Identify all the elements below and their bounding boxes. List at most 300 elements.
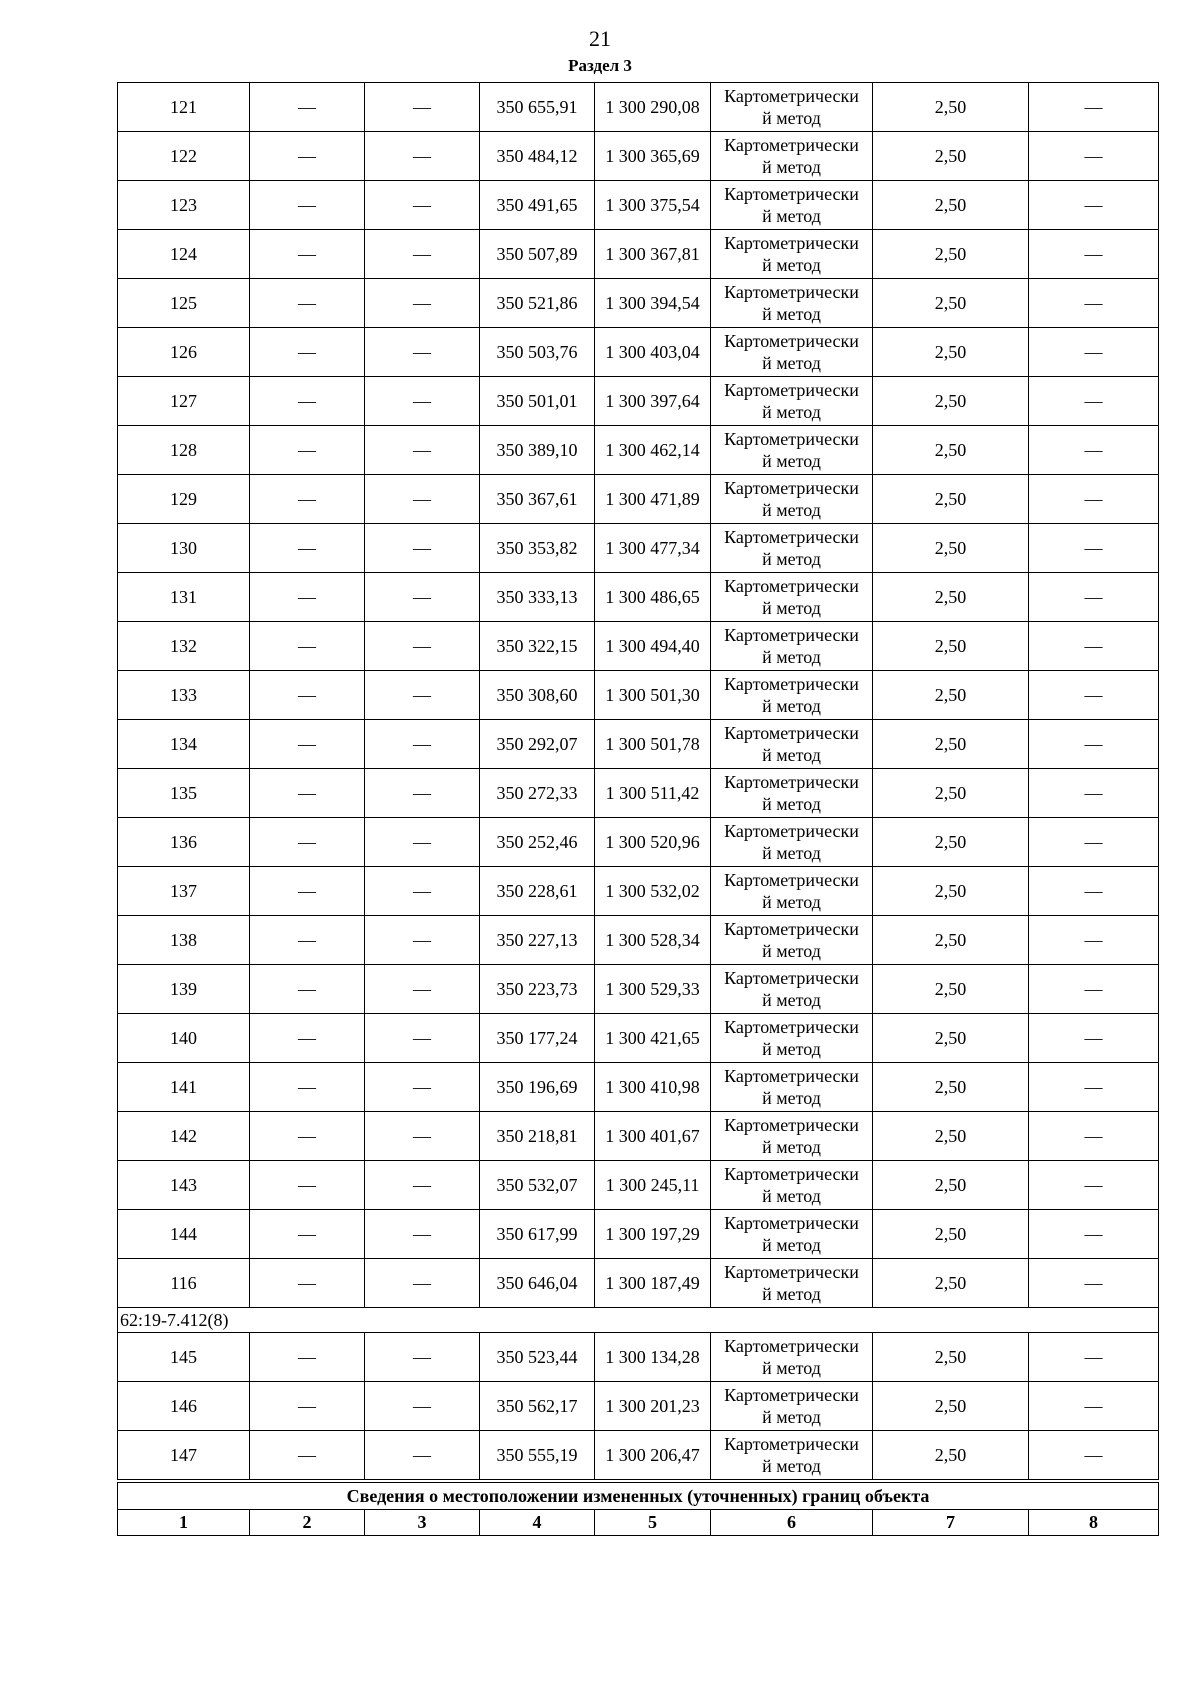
table-row [118,1063,1159,1112]
coordinate-x-cell: 350 227,13 [480,916,595,965]
empty-column-8-cell: — [1029,279,1159,328]
method-cell [711,1210,873,1259]
coordinate-x-cell: 350 252,46 [480,818,595,867]
empty-column-8-cell: — [1029,475,1159,524]
method-text: Картометрически [724,723,859,743]
coordinate-y-cell: 1 300 397,64 [595,377,711,426]
empty-column-2-cell: — [250,1382,365,1431]
table-row [118,720,1159,769]
coordinate-y-cell: 1 300 197,29 [595,1210,711,1259]
empty-column-3-cell: — [365,1210,480,1259]
coordinate-x-cell: 350 521,86 [480,279,595,328]
empty-column-3-cell: — [365,965,480,1014]
empty-column-2-cell: — [250,769,365,818]
empty-column-3-cell: — [365,916,480,965]
method-text: й метод [762,647,821,667]
table-row [118,181,1159,230]
empty-column-8-cell: — [1029,1382,1159,1431]
method-text: Картометрически [724,527,859,547]
method-cell [711,181,873,230]
empty-column-8-cell: — [1029,181,1159,230]
column-number: 8 [1029,1510,1159,1536]
points-part-1 [118,83,1159,1308]
table-row [118,1259,1159,1308]
coordinate-y-cell: 1 300 421,65 [595,1014,711,1063]
empty-column-3-cell: — [365,1431,480,1482]
point-number-cell: 145 [118,1333,250,1382]
accuracy-cell: 2,50 [873,1259,1029,1308]
empty-column-8-cell: — [1029,1014,1159,1063]
method-text: й метод [762,1358,821,1378]
coordinate-x-cell: 350 503,76 [480,328,595,377]
empty-column-8-cell: — [1029,818,1159,867]
coordinate-y-cell: 1 300 134,28 [595,1333,711,1382]
empty-column-3-cell: — [365,1063,480,1112]
empty-column-2-cell: — [250,720,365,769]
method-text: Картометрически [724,86,859,106]
empty-column-2-cell: — [250,181,365,230]
empty-column-2-cell: — [250,132,365,181]
coordinate-y-cell: 1 300 532,02 [595,867,711,916]
column-number: 2 [250,1510,365,1536]
table-row [118,475,1159,524]
accuracy-cell: 2,50 [873,83,1029,132]
accuracy-cell: 2,50 [873,426,1029,475]
empty-column-3-cell: — [365,1333,480,1382]
coordinate-x-cell: 350 389,10 [480,426,595,475]
empty-column-3-cell: — [365,524,480,573]
table-row [118,573,1159,622]
coordinate-x-cell: 350 353,82 [480,524,595,573]
method-text: Картометрически [724,478,859,498]
method-text: Картометрически [724,772,859,792]
point-number-cell: 143 [118,1161,250,1210]
accuracy-cell: 2,50 [873,132,1029,181]
method-text: Картометрически [724,870,859,890]
empty-column-2-cell: — [250,1210,365,1259]
method-text: Картометрически [724,1213,859,1233]
coordinate-x-cell: 350 322,15 [480,622,595,671]
empty-column-2-cell: — [250,965,365,1014]
coordinate-x-cell: 350 272,33 [480,769,595,818]
coordinate-y-cell: 1 300 401,67 [595,1112,711,1161]
empty-column-8-cell: — [1029,671,1159,720]
empty-column-3-cell: — [365,328,480,377]
coordinate-x-cell: 350 484,12 [480,132,595,181]
table-row [118,377,1159,426]
method-cell [711,1161,873,1210]
accuracy-cell: 2,50 [873,328,1029,377]
accuracy-cell: 2,50 [873,181,1029,230]
point-number-cell: 121 [118,83,250,132]
point-number-cell: 144 [118,1210,250,1259]
method-cell [711,524,873,573]
empty-column-8-cell: — [1029,867,1159,916]
method-cell [711,671,873,720]
coordinate-x-cell: 350 333,13 [480,573,595,622]
method-text: Картометрически [724,1066,859,1086]
table-row [118,230,1159,279]
method-cell [711,83,873,132]
method-text: й метод [762,990,821,1010]
point-number-cell: 133 [118,671,250,720]
column-number: 3 [365,1510,480,1536]
empty-column-3-cell: — [365,720,480,769]
changed-boundaries-title: Сведения о местоположении измененных (уточненных) границ объекта [118,1481,1159,1510]
empty-column-2-cell: — [250,1259,365,1308]
method-text: Картометрически [724,1336,859,1356]
empty-column-8-cell: — [1029,769,1159,818]
empty-column-8-cell: — [1029,573,1159,622]
coordinate-x-cell: 350 507,89 [480,230,595,279]
method-text: й метод [762,794,821,814]
accuracy-cell: 2,50 [873,818,1029,867]
accuracy-cell: 2,50 [873,279,1029,328]
table-row [118,1161,1159,1210]
coordinate-y-cell: 1 300 501,30 [595,671,711,720]
table-row [118,671,1159,720]
coordinate-y-cell: 1 300 290,08 [595,83,711,132]
accuracy-cell: 2,50 [873,1382,1029,1431]
method-text: Картометрически [724,1385,859,1405]
empty-column-3-cell: — [365,83,480,132]
method-cell [711,1382,873,1431]
method-text: Картометрически [724,968,859,988]
empty-column-3-cell: — [365,1161,480,1210]
empty-column-8-cell: — [1029,965,1159,1014]
parcel-number-label: 62:19-7.412(8) [118,1308,1159,1333]
point-number-cell: 134 [118,720,250,769]
method-text: й метод [762,549,821,569]
empty-column-3-cell: — [365,671,480,720]
empty-column-3-cell: — [365,377,480,426]
method-text: й метод [762,1284,821,1304]
coordinate-x-cell: 350 555,19 [480,1431,595,1482]
coordinate-y-cell: 1 300 528,34 [595,916,711,965]
boundary-points-table [117,82,1159,1536]
coordinate-x-cell: 350 228,61 [480,867,595,916]
coordinate-y-cell: 1 300 471,89 [595,475,711,524]
empty-column-8-cell: — [1029,1161,1159,1210]
method-cell [711,230,873,279]
empty-column-2-cell: — [250,475,365,524]
method-text: й метод [762,1137,821,1157]
table-row [118,279,1159,328]
accuracy-cell: 2,50 [873,377,1029,426]
column-number: 6 [711,1510,873,1536]
accuracy-cell: 2,50 [873,230,1029,279]
empty-column-2-cell: — [250,279,365,328]
table-row [118,1382,1159,1431]
accuracy-cell: 2,50 [873,1063,1029,1112]
coordinate-y-cell: 1 300 375,54 [595,181,711,230]
empty-column-8-cell: — [1029,1112,1159,1161]
point-number-cell: 125 [118,279,250,328]
point-number-cell: 131 [118,573,250,622]
coordinate-x-cell: 350 218,81 [480,1112,595,1161]
table-row [118,524,1159,573]
empty-column-8-cell: — [1029,622,1159,671]
empty-column-2-cell: — [250,1063,365,1112]
empty-column-3-cell: — [365,867,480,916]
coordinate-y-cell: 1 300 206,47 [595,1431,711,1482]
coordinate-y-cell: 1 300 245,11 [595,1161,711,1210]
coordinate-y-cell: 1 300 187,49 [595,1259,711,1308]
coordinate-y-cell: 1 300 365,69 [595,132,711,181]
accuracy-cell: 2,50 [873,524,1029,573]
empty-column-8-cell: — [1029,328,1159,377]
empty-column-2-cell: — [250,818,365,867]
coordinate-x-cell: 350 223,73 [480,965,595,1014]
table-row [118,83,1159,132]
empty-column-3-cell: — [365,279,480,328]
accuracy-cell: 2,50 [873,1333,1029,1382]
empty-column-3-cell: — [365,181,480,230]
coordinate-y-cell: 1 300 486,65 [595,573,711,622]
empty-column-2-cell: — [250,83,365,132]
method-cell [711,475,873,524]
coordinate-y-cell: 1 300 494,40 [595,622,711,671]
table-row [118,1112,1159,1161]
method-text: Картометрически [724,1017,859,1037]
section-title: Раздел 3 [568,56,632,75]
empty-column-2-cell: — [250,377,365,426]
coordinate-x-cell: 350 292,07 [480,720,595,769]
column-number: 1 [118,1510,250,1536]
method-cell [711,1259,873,1308]
column-number: 4 [480,1510,595,1536]
method-text: Картометрически [724,282,859,302]
empty-column-2-cell: — [250,1431,365,1482]
method-text: й метод [762,1039,821,1059]
empty-column-3-cell: — [365,230,480,279]
point-number-cell: 128 [118,426,250,475]
empty-column-8-cell: — [1029,1333,1159,1382]
method-text: й метод [762,1235,821,1255]
empty-column-3-cell: — [365,1259,480,1308]
method-text: й метод [762,157,821,177]
method-cell [711,1063,873,1112]
table-row [118,622,1159,671]
coordinate-y-cell: 1 300 367,81 [595,230,711,279]
coordinate-y-cell: 1 300 529,33 [595,965,711,1014]
point-number-cell: 124 [118,230,250,279]
table-row [118,916,1159,965]
method-cell [711,328,873,377]
coordinate-x-cell: 350 562,17 [480,1382,595,1431]
method-text: Картометрически [724,233,859,253]
empty-column-8-cell: — [1029,230,1159,279]
method-cell [711,132,873,181]
page-number: 21 [589,26,611,51]
method-text: Картометрически [724,184,859,204]
coordinate-y-cell: 1 300 403,04 [595,328,711,377]
method-cell [711,720,873,769]
column-number: 5 [595,1510,711,1536]
accuracy-cell: 2,50 [873,1014,1029,1063]
accuracy-cell: 2,50 [873,622,1029,671]
method-text: й метод [762,598,821,618]
empty-column-3-cell: — [365,622,480,671]
coordinate-x-cell: 350 491,65 [480,181,595,230]
method-text: й метод [762,696,821,716]
coordinate-y-cell: 1 300 462,14 [595,426,711,475]
coordinate-x-cell: 350 177,24 [480,1014,595,1063]
point-number-cell: 135 [118,769,250,818]
method-cell [711,1112,873,1161]
point-number-cell: 138 [118,916,250,965]
coordinate-y-cell: 1 300 501,78 [595,720,711,769]
method-text: Картометрически [724,1115,859,1135]
table-row [118,1014,1159,1063]
empty-column-2-cell: — [250,671,365,720]
coordinate-y-cell: 1 300 511,42 [595,769,711,818]
empty-column-3-cell: — [365,426,480,475]
coordinate-y-cell: 1 300 201,23 [595,1382,711,1431]
point-number-cell: 136 [118,818,250,867]
coordinate-y-cell: 1 300 477,34 [595,524,711,573]
point-number-cell: 146 [118,1382,250,1431]
accuracy-cell: 2,50 [873,1210,1029,1259]
point-number-cell: 140 [118,1014,250,1063]
method-text: й метод [762,500,821,520]
group-header [118,1308,1159,1333]
accuracy-cell: 2,50 [873,573,1029,622]
method-text: й метод [762,451,821,471]
accuracy-cell: 2,50 [873,1112,1029,1161]
method-text: й метод [762,1186,821,1206]
parcel-group-row [118,1308,1159,1333]
empty-column-3-cell: — [365,132,480,181]
empty-column-3-cell: — [365,1112,480,1161]
point-number-cell: 142 [118,1112,250,1161]
coordinate-x-cell: 350 501,01 [480,377,595,426]
table-row [118,1210,1159,1259]
empty-column-3-cell: — [365,1382,480,1431]
empty-column-8-cell: — [1029,426,1159,475]
empty-column-2-cell: — [250,916,365,965]
method-text: Картометрически [724,429,859,449]
point-number-cell: 129 [118,475,250,524]
method-text: й метод [762,843,821,863]
method-cell [711,573,873,622]
accuracy-cell: 2,50 [873,1431,1029,1482]
empty-column-8-cell: — [1029,524,1159,573]
point-number-cell: 130 [118,524,250,573]
method-cell [711,426,873,475]
empty-column-2-cell: — [250,1014,365,1063]
method-text: й метод [762,745,821,765]
method-text: Картометрически [724,380,859,400]
point-number-cell: 137 [118,867,250,916]
empty-column-8-cell: — [1029,720,1159,769]
point-number-cell: 127 [118,377,250,426]
coordinate-y-cell: 1 300 520,96 [595,818,711,867]
method-text: Картометрически [724,135,859,155]
method-cell [711,622,873,671]
table-row [118,1431,1159,1482]
empty-column-2-cell: — [250,426,365,475]
coordinate-x-cell: 350 523,44 [480,1333,595,1382]
empty-column-8-cell: — [1029,916,1159,965]
method-text: Картометрически [724,674,859,694]
method-text: й метод [762,1088,821,1108]
method-text: Картометрически [724,1164,859,1184]
empty-column-8-cell: — [1029,1431,1159,1482]
changed-boundaries-title-row [118,1481,1159,1510]
accuracy-cell: 2,50 [873,475,1029,524]
accuracy-cell: 2,50 [873,769,1029,818]
method-text: Картометрически [724,821,859,841]
empty-column-3-cell: — [365,818,480,867]
method-cell [711,769,873,818]
method-text: Картометрически [724,919,859,939]
point-number-cell: 139 [118,965,250,1014]
table-row [118,769,1159,818]
points-part-2 [118,1333,1159,1482]
table-row [118,132,1159,181]
coordinate-x-cell: 350 532,07 [480,1161,595,1210]
accuracy-cell: 2,50 [873,671,1029,720]
method-cell [711,867,873,916]
empty-column-8-cell: — [1029,1210,1159,1259]
empty-column-3-cell: — [365,573,480,622]
accuracy-cell: 2,50 [873,916,1029,965]
empty-column-8-cell: — [1029,377,1159,426]
coordinate-y-cell: 1 300 410,98 [595,1063,711,1112]
empty-column-2-cell: — [250,230,365,279]
method-cell [711,377,873,426]
empty-column-8-cell: — [1029,1063,1159,1112]
changed-boundaries-header [118,1481,1159,1536]
method-cell [711,965,873,1014]
point-number-cell: 123 [118,181,250,230]
accuracy-cell: 2,50 [873,867,1029,916]
column-number: 7 [873,1510,1029,1536]
method-cell [711,1333,873,1382]
coordinate-x-cell: 350 646,04 [480,1259,595,1308]
coordinate-x-cell: 350 367,61 [480,475,595,524]
table-row [118,1333,1159,1382]
point-number-cell: 116 [118,1259,250,1308]
empty-column-3-cell: — [365,769,480,818]
method-cell [711,1431,873,1482]
coordinate-x-cell: 350 196,69 [480,1063,595,1112]
coordinate-x-cell: 350 617,99 [480,1210,595,1259]
accuracy-cell: 2,50 [873,965,1029,1014]
method-text: й метод [762,892,821,912]
empty-column-2-cell: — [250,1112,365,1161]
table-row [118,818,1159,867]
empty-column-2-cell: — [250,1333,365,1382]
point-number-cell: 126 [118,328,250,377]
empty-column-8-cell: — [1029,83,1159,132]
table-row [118,965,1159,1014]
method-text: й метод [762,1407,821,1427]
method-text: Картометрически [724,625,859,645]
table-row [118,426,1159,475]
method-text: й метод [762,206,821,226]
point-number-cell: 122 [118,132,250,181]
method-cell [711,279,873,328]
table-row [118,867,1159,916]
empty-column-3-cell: — [365,1014,480,1063]
method-text: й метод [762,304,821,324]
empty-column-2-cell: — [250,328,365,377]
empty-column-2-cell: — [250,524,365,573]
method-text: й метод [762,255,821,275]
method-text: й метод [762,353,821,373]
